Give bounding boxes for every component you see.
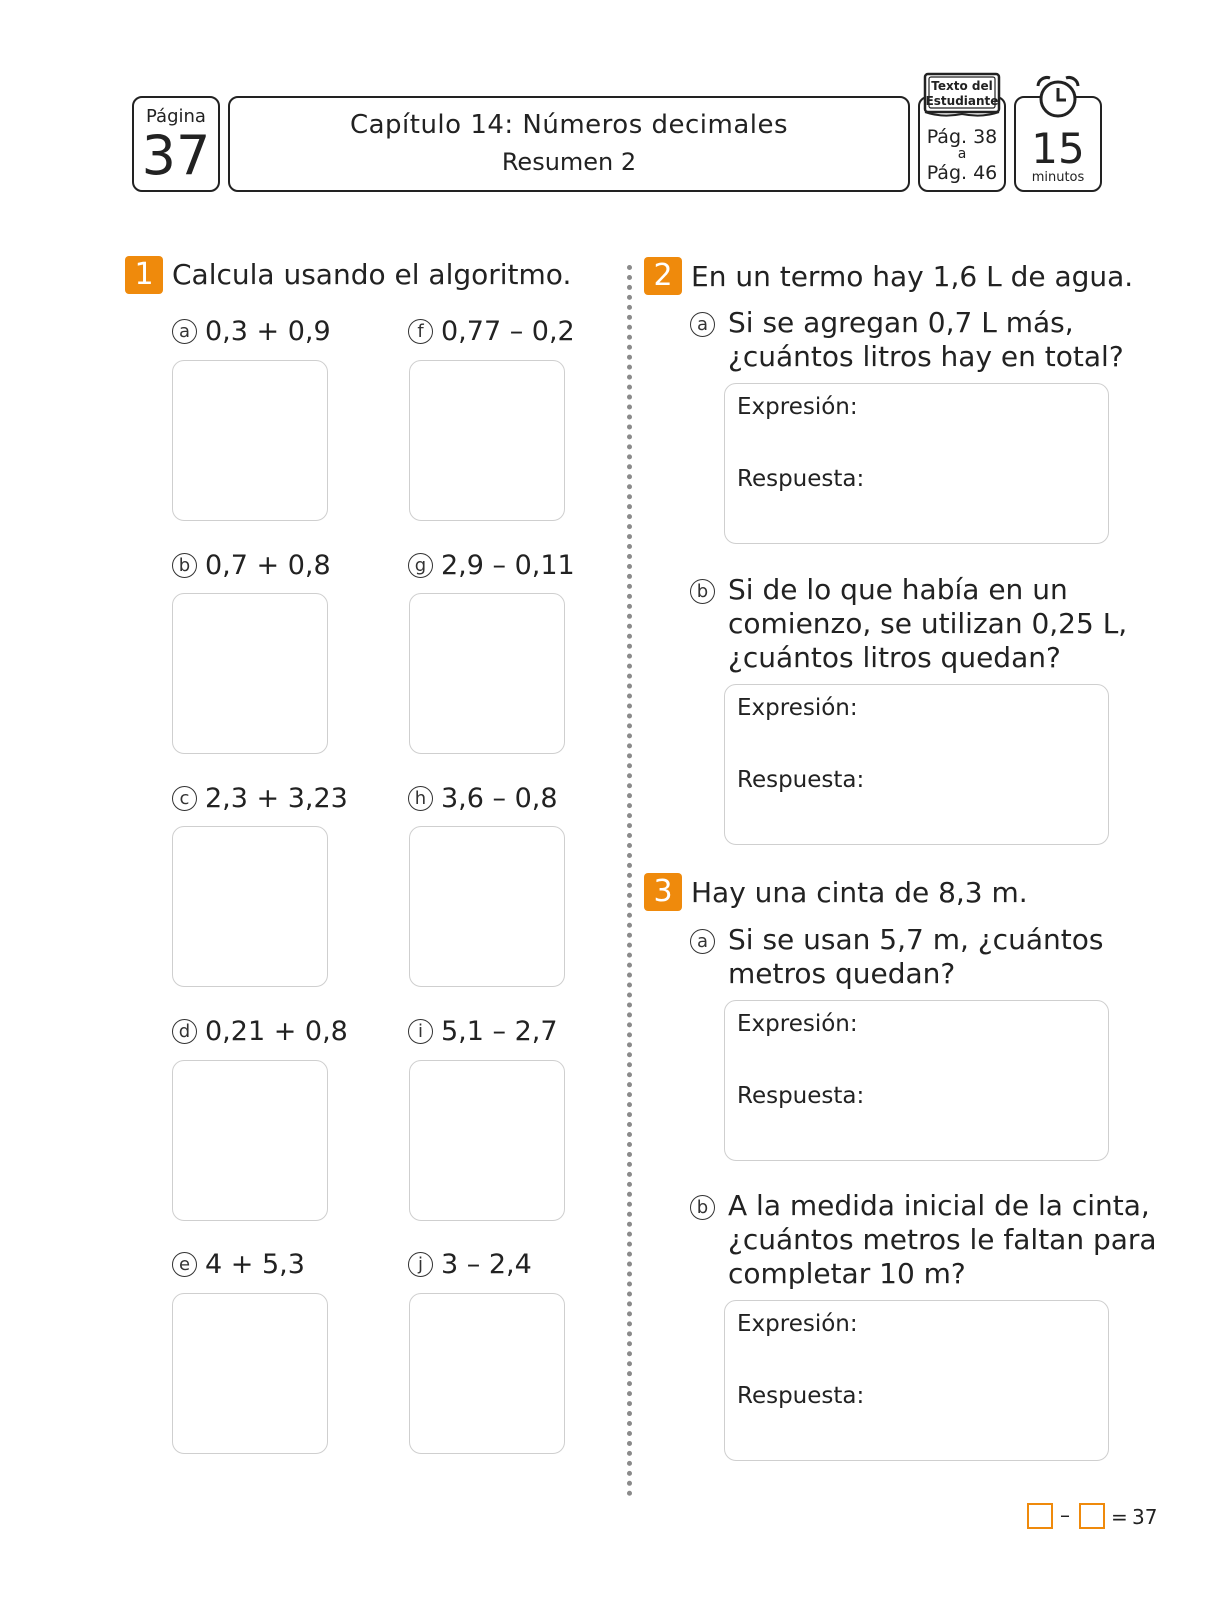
- page-number: 37: [141, 124, 211, 187]
- exercise-expression: 0,77 – 0,2: [441, 316, 575, 347]
- letter-b: b: [172, 553, 197, 578]
- exercise-expression: 0,3 + 0,9: [205, 316, 331, 347]
- letter-b: b: [690, 579, 715, 604]
- book-icon: [922, 72, 1002, 122]
- work-box-j[interactable]: [409, 1293, 565, 1454]
- letter-g: g: [408, 553, 433, 578]
- expression-label: Expresión:: [737, 1011, 858, 1037]
- time-value: 15: [1031, 124, 1085, 173]
- question-line: ¿cuántos metros le faltan para: [728, 1223, 1157, 1256]
- exercise-d: [172, 1016, 348, 1047]
- letter-e: e: [172, 1252, 197, 1277]
- answer-box-2b[interactable]: [724, 684, 1109, 845]
- question-2a: [696, 306, 1124, 374]
- answer-box-3a[interactable]: [724, 1000, 1109, 1161]
- alarm-clock-icon: [1032, 74, 1084, 122]
- question-line: completar 10 m?: [728, 1257, 966, 1290]
- letter-a: a: [172, 319, 197, 344]
- exercise-expression: 2,3 + 3,23: [205, 783, 348, 814]
- answer-box-2a[interactable]: [724, 383, 1109, 544]
- answer-box-3b[interactable]: [724, 1300, 1109, 1461]
- answer-label: Respuesta:: [737, 1083, 865, 1109]
- ref-to: Pág. 46: [926, 162, 998, 184]
- exercise-expression: 3,6 – 0,8: [441, 783, 558, 814]
- page-number-box: [132, 96, 220, 192]
- exercise-expression: 0,21 + 0,8: [205, 1016, 348, 1047]
- exercise-expression: 5,1 – 2,7: [441, 1016, 558, 1047]
- section-1-badge: 1: [125, 256, 163, 294]
- expression-label: Expresión:: [737, 394, 858, 420]
- exercise-j: [408, 1249, 532, 1280]
- expression-label: Expresión:: [737, 1311, 858, 1337]
- exercise-expression: 4 + 5,3: [205, 1249, 305, 1280]
- question-line: A la medida inicial de la cinta,: [728, 1189, 1150, 1222]
- footer-equals: =: [1111, 1505, 1128, 1529]
- section-3-badge: 3: [644, 873, 682, 911]
- exercise-g: [408, 550, 575, 581]
- work-box-a[interactable]: [172, 360, 328, 521]
- book-title-line1: Texto del: [931, 79, 993, 93]
- question-line: Si se agregan 0,7 L más,: [728, 306, 1074, 339]
- work-box-i[interactable]: [409, 1060, 565, 1221]
- time-unit: minutos: [1031, 170, 1085, 185]
- exercise-expression: 2,9 – 0,11: [441, 550, 575, 581]
- answer-label: Respuesta:: [737, 466, 865, 492]
- column-divider: [627, 265, 632, 1497]
- book-title-line2: Estudiante: [925, 94, 999, 108]
- section-3-heading: Hay una cinta de 8,3 m.: [691, 876, 1028, 909]
- footer-page-number: 37: [1132, 1505, 1158, 1529]
- letter-c: c: [172, 786, 197, 811]
- work-box-b[interactable]: [172, 593, 328, 754]
- question-2b: [696, 573, 1128, 675]
- work-box-h[interactable]: [409, 826, 565, 987]
- letter-f: f: [408, 319, 433, 344]
- exercise-f: [408, 316, 575, 347]
- exercise-i: [408, 1016, 558, 1047]
- letter-a: a: [690, 929, 715, 954]
- work-box-d[interactable]: [172, 1060, 328, 1221]
- work-box-g[interactable]: [409, 593, 565, 754]
- answer-label: Respuesta:: [737, 1383, 865, 1409]
- exercise-a: [172, 316, 331, 347]
- section-2-badge: 2: [644, 257, 682, 295]
- section-2-heading: En un termo hay 1,6 L de agua.: [691, 260, 1134, 293]
- letter-b: b: [690, 1195, 715, 1220]
- answer-label: Respuesta:: [737, 767, 865, 793]
- question-3a: [696, 923, 1104, 991]
- question-3b: [696, 1189, 1157, 1291]
- letter-d: d: [172, 1019, 197, 1044]
- exercise-expression: 3 – 2,4: [441, 1249, 532, 1280]
- exercise-h: [408, 783, 558, 814]
- question-line: Si se usan 5,7 m, ¿cuántos: [728, 923, 1104, 956]
- expression-label: Expresión:: [737, 695, 858, 721]
- question-line: ¿cuántos litros hay en total?: [728, 340, 1124, 373]
- work-box-e[interactable]: [172, 1293, 328, 1454]
- ref-a: a: [957, 146, 967, 162]
- work-box-f[interactable]: [409, 360, 565, 521]
- question-line: ¿cuántos litros quedan?: [728, 641, 1061, 674]
- question-line: Si de lo que había en un: [728, 573, 1068, 606]
- exercise-e: [172, 1249, 305, 1280]
- exercise-b: [172, 550, 331, 581]
- exercise-expression: 0,7 + 0,8: [205, 550, 331, 581]
- letter-h: h: [408, 786, 433, 811]
- question-line: metros quedan?: [728, 957, 956, 990]
- work-box-c[interactable]: [172, 826, 328, 987]
- section-1-heading: Calcula usando el algoritmo.: [172, 258, 572, 291]
- footer-minus: –: [1060, 1503, 1070, 1527]
- chapter-subtitle: Resumen 2: [501, 148, 637, 176]
- letter-i: i: [408, 1019, 433, 1044]
- footer-square-1: [1027, 1503, 1053, 1529]
- question-line: comienzo, se utilizan 0,25 L,: [728, 607, 1128, 640]
- letter-a: a: [690, 312, 715, 337]
- chapter-title-box: [228, 96, 910, 192]
- letter-j: j: [408, 1252, 433, 1277]
- footer-square-2: [1079, 1503, 1105, 1529]
- page-label: Página: [146, 106, 206, 127]
- chapter-title: Capítulo 14: Números decimales: [349, 110, 789, 140]
- exercise-c: [172, 783, 348, 814]
- ref-from: Pág. 38: [926, 126, 998, 148]
